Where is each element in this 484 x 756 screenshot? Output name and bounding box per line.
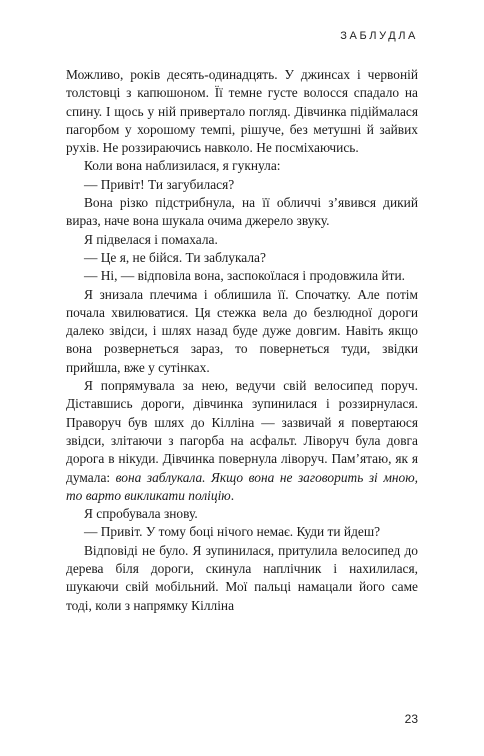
paragraph: Я підвелася і помахала. — [84, 231, 218, 247]
paragraph: Відповіді не було. Я зупинилася, притулила велосипед до дерева біля дороги, скинула наплічник і нахилилася, шукаючи свій мобільний. Мої пальці намацали його саме тоді, коли з напрямку Кілліна — [66, 542, 418, 613]
running-head: ЗАБЛУДЛА — [340, 30, 418, 42]
dialogue-line: — Привіт! Ти загубилася? — [84, 176, 235, 192]
dialogue-line: — Це я, не бійся. Ти заблукала? — [84, 249, 266, 265]
dialogue-line: — Привіт. У тому боці нічого немає. Куди ти йдеш? — [84, 524, 381, 540]
italic-thought: вона заблукала. Якщо вона не заговорить зі мною, то варто викликати поліцію — [66, 469, 418, 503]
paragraph: Я спробувала знову. — [84, 506, 198, 522]
dialogue-line: — Ні, — відповіла вона, заспокоїлася і продовжила йти. — [84, 268, 405, 284]
page-number: 23 — [404, 712, 418, 726]
paragraph: Я знизала плечима і облишила її. Спочатку. Але потім почала хвилюватися. Ця стежка вела до безлюдної дороги далеко звідси, і шлях назад буде дуже довгим. Навіть якщо вона розвернеться зараз, то повернеться туди, звідки прийшла, вже у сутінках. — [66, 286, 418, 375]
paragraph: Вона різко підстрибнула, на її обличчі з’явився дикий вираз, наче вона шукала очима джерело звуку. — [66, 195, 418, 229]
paragraph — [66, 377, 418, 505]
paragraph: Можливо, років десять-одинадцять. У джинсах і червоній толстовці з капюшоном. Її темне густе волосся спадало на спину. І щось у ній привертало погляд. Дівчинка підіймалася пагорбом у хорошому темпі, рішуче, без метушні й зайвих рухів. Не роззираючись навколо. Не посміхаючись. — [66, 67, 418, 156]
paragraph-text: Я попрямувала за нею, ведучи свій велосипед поруч. Діставшись дороги, дівчинка зупинилася і роззирнулася. Праворуч був шлях до Кілліна — зазвичай я повертаюся звідси, злітаючи з пагорба на асфальт. Ліворуч була довга дорога в нікуди. Дівчинка повернула ліворуч. Пам’ятаю, як я думала: — [66, 378, 418, 485]
paragraph-tail: . — [230, 487, 235, 503]
body-text — [66, 66, 418, 615]
paragraph: Коли вона наблизилася, я гукнула: — [84, 158, 281, 174]
